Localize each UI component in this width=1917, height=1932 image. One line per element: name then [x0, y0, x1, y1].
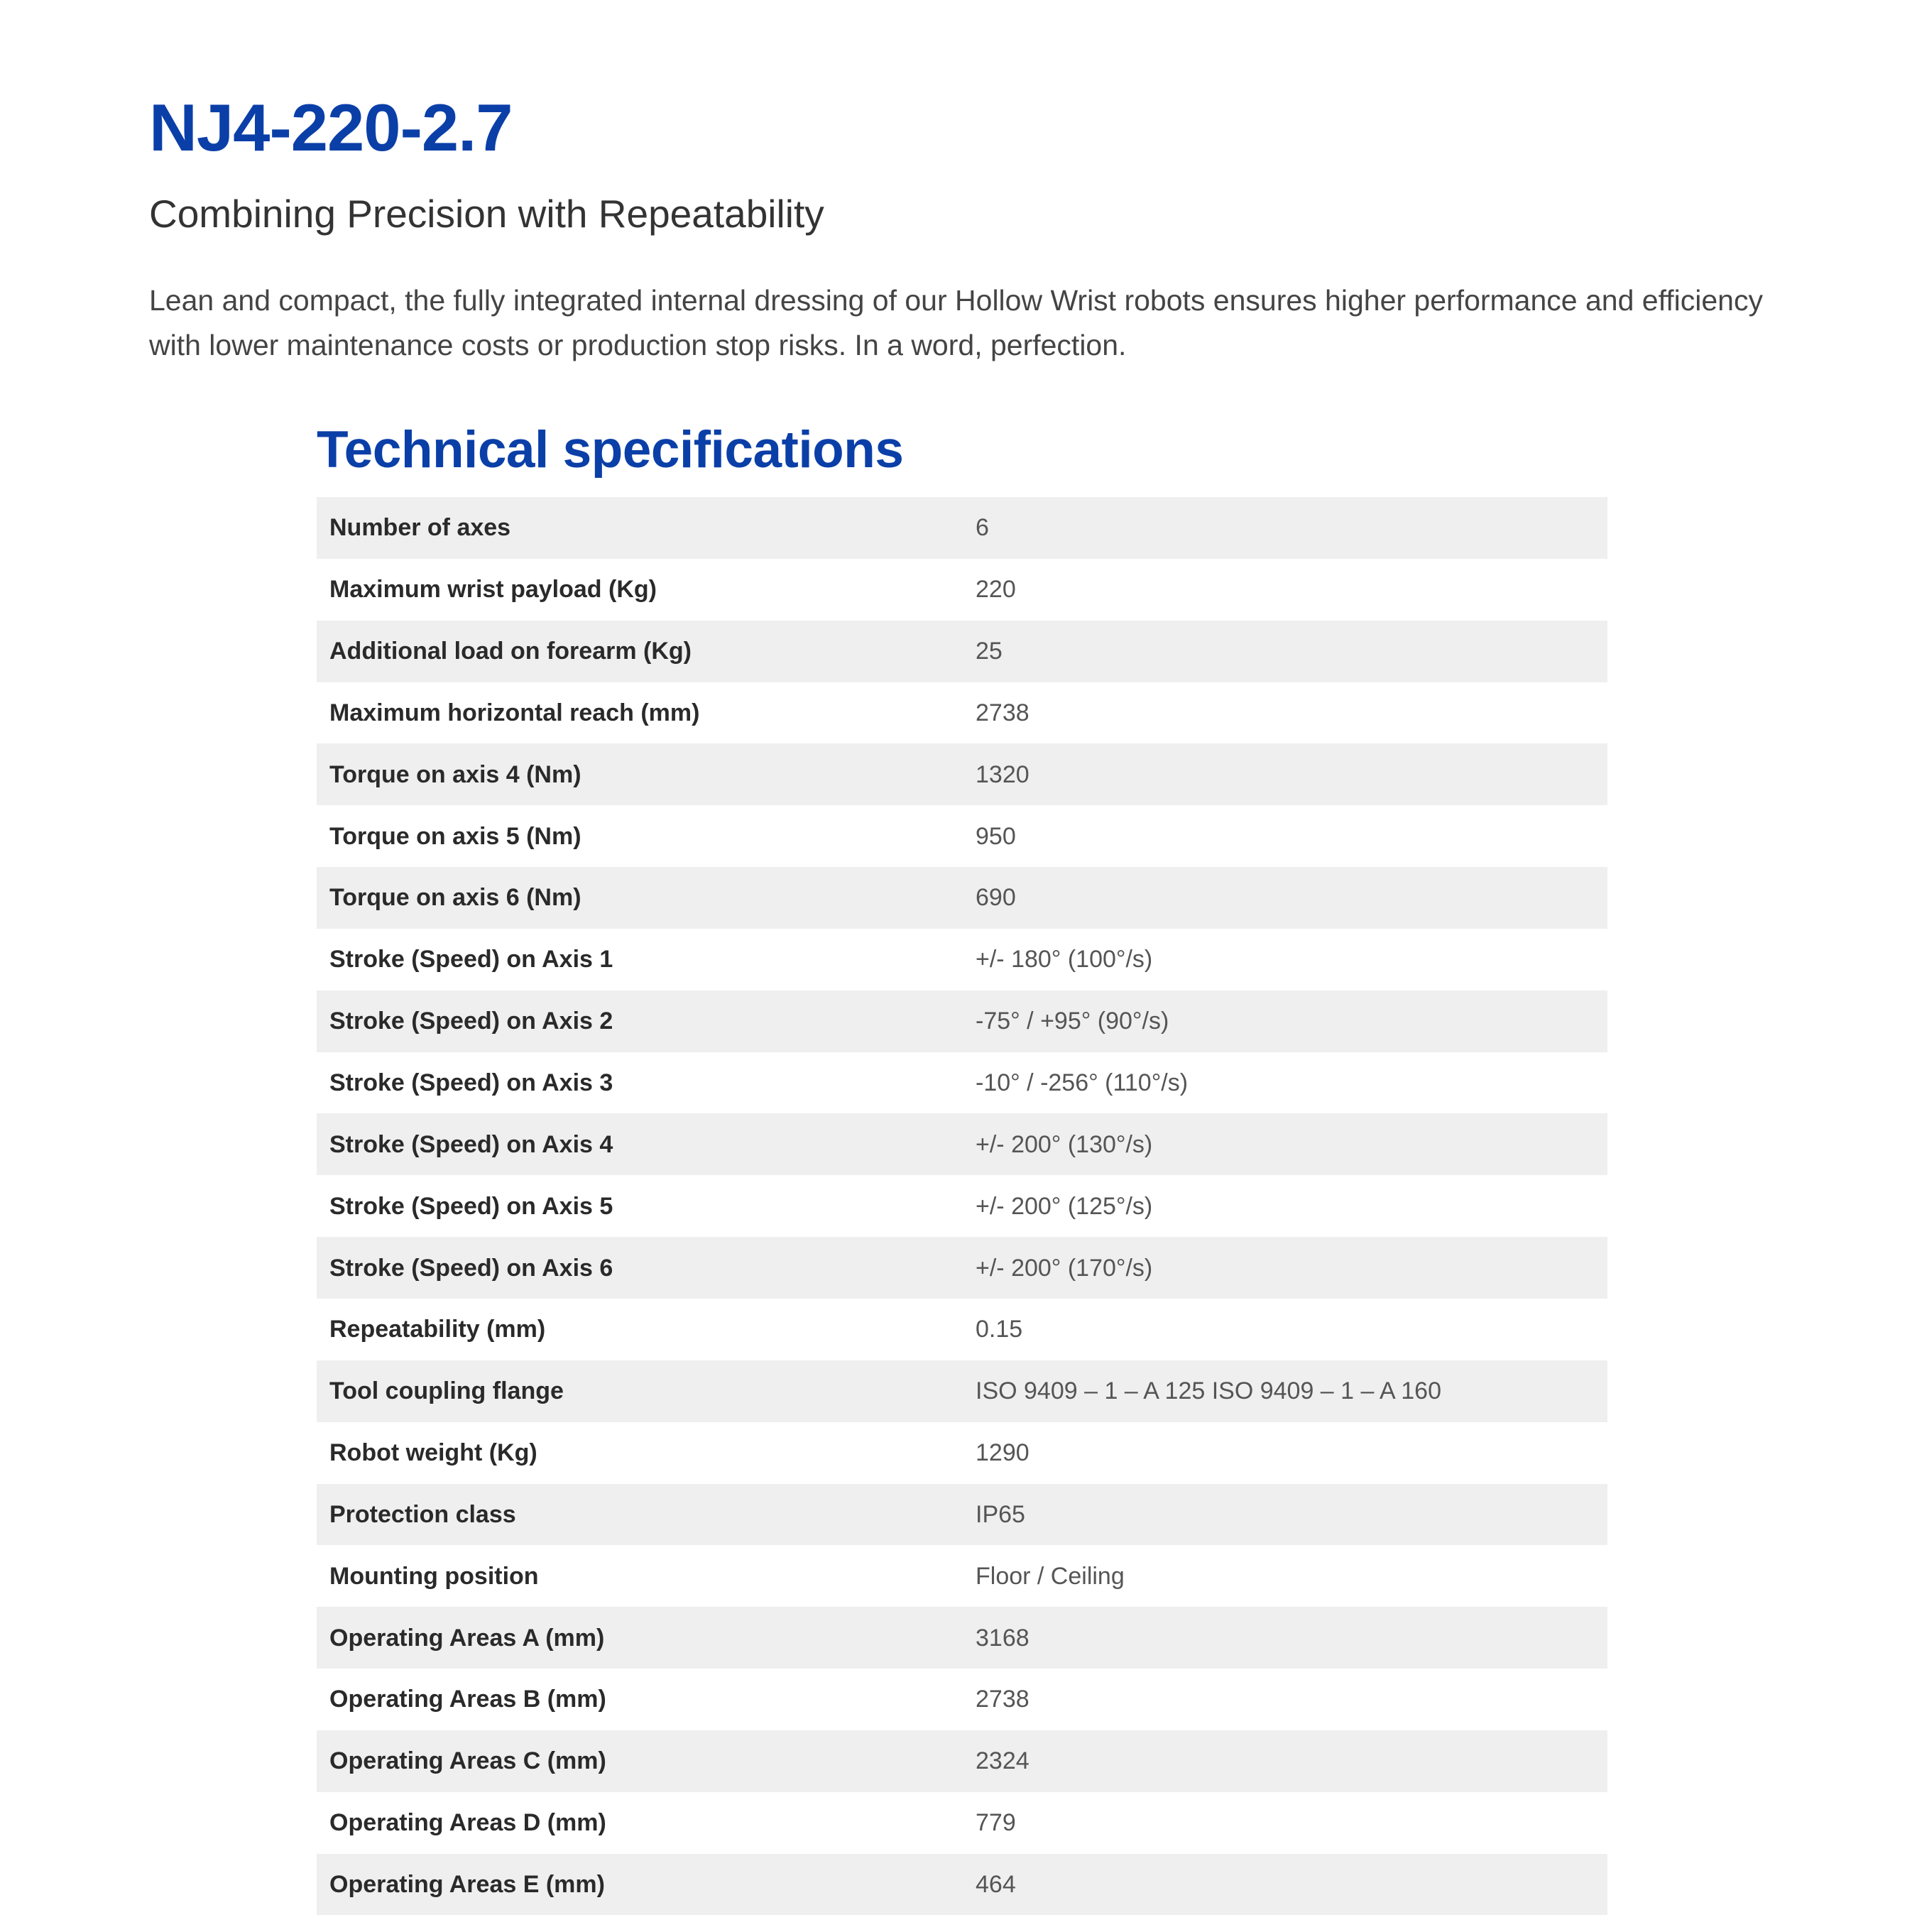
spec-value: 25	[976, 638, 1003, 665]
spec-label: Operating Areas E (mm)	[329, 1870, 605, 1898]
spec-row-protection-class	[317, 1484, 1607, 1546]
spec-label: Repeatability (mm)	[329, 1316, 546, 1343]
spec-value: 2738	[976, 1686, 1030, 1713]
spec-value: 2738	[976, 699, 1030, 726]
spec-label: Stroke (Speed) on Axis 3	[329, 1069, 613, 1097]
spec-label: Operating Areas C (mm)	[329, 1747, 606, 1775]
spec-label: Number of axes	[329, 514, 511, 542]
spec-label: Stroke (Speed) on Axis 6	[329, 1254, 613, 1282]
spec-row-additional-load-forearm	[317, 621, 1607, 682]
spec-row-stroke-axis-1	[317, 929, 1607, 990]
spec-row-stroke-axis-6	[317, 1237, 1607, 1299]
spec-row-max-horizontal-reach	[317, 682, 1607, 744]
spec-row-torque-axis-6	[317, 867, 1607, 929]
spec-label: Operating Areas D (mm)	[329, 1809, 606, 1837]
spec-row-number-of-axes	[317, 497, 1607, 559]
spec-row-operating-area-e	[317, 1854, 1607, 1916]
spec-row-mounting-position	[317, 1545, 1607, 1607]
spec-value: 2324	[976, 1747, 1030, 1775]
spec-value: 1320	[976, 760, 1030, 788]
spec-value: IP65	[976, 1500, 1025, 1528]
spec-value: 950	[976, 822, 1016, 850]
spec-row-max-wrist-payload	[317, 559, 1607, 621]
specs-table	[317, 497, 1607, 1915]
spec-value: 690	[976, 884, 1016, 912]
spec-value: +/- 200° (125°/s)	[976, 1192, 1153, 1220]
spec-row-torque-axis-4	[317, 743, 1607, 805]
spec-label: Maximum wrist payload (Kg)	[329, 576, 657, 604]
spec-label: Torque on axis 4 (Nm)	[329, 760, 581, 788]
spec-label: Stroke (Speed) on Axis 2	[329, 1008, 613, 1035]
spec-row-operating-area-c	[317, 1730, 1607, 1792]
spec-label: Stroke (Speed) on Axis 4	[329, 1130, 613, 1158]
spec-value: 220	[976, 576, 1016, 604]
spec-row-robot-weight	[317, 1422, 1607, 1484]
spec-label: Operating Areas B (mm)	[329, 1686, 606, 1713]
spec-value: -10° / -256° (110°/s)	[976, 1069, 1189, 1097]
spec-label: Additional load on forearm (Kg)	[329, 638, 692, 665]
product-subtitle: Combining Precision with Repeatability	[149, 192, 824, 236]
spec-label: Protection class	[329, 1500, 516, 1528]
spec-row-operating-area-b	[317, 1669, 1607, 1730]
spec-label: Tool coupling flange	[329, 1377, 564, 1405]
product-title: NJ4-220-2.7	[149, 90, 513, 165]
spec-row-tool-coupling-flange	[317, 1360, 1607, 1422]
spec-value: ISO 9409 – 1 – A 125 ISO 9409 – 1 – A 160	[976, 1377, 1441, 1405]
spec-label: Maximum horizontal reach (mm)	[329, 699, 700, 726]
spec-label: Operating Areas A (mm)	[329, 1624, 605, 1652]
spec-value: +/- 200° (170°/s)	[976, 1254, 1153, 1282]
spec-row-stroke-axis-2	[317, 990, 1607, 1052]
product-description: Lean and compact, the fully integrated internal dressing of our Hollow Wrist robots ensures higher performance and efficiency with lower maintenance costs or production stop risks. In a word, perfection.	[149, 284, 1763, 361]
specs-heading: Technical specifications	[317, 421, 904, 479]
spec-value: -75° / +95° (90°/s)	[976, 1008, 1169, 1035]
spec-label: Torque on axis 5 (Nm)	[329, 822, 581, 850]
spec-value: 1290	[976, 1439, 1030, 1467]
spec-value: 464	[976, 1870, 1016, 1898]
spec-row-stroke-axis-4	[317, 1113, 1607, 1175]
spec-value: 6	[976, 514, 989, 542]
spec-value: +/- 200° (130°/s)	[976, 1130, 1153, 1158]
spec-label: Robot weight (Kg)	[329, 1439, 537, 1467]
spec-label: Stroke (Speed) on Axis 5	[329, 1192, 613, 1220]
spec-row-stroke-axis-5	[317, 1175, 1607, 1237]
spec-row-operating-area-a	[317, 1607, 1607, 1669]
spec-value: 3168	[976, 1624, 1030, 1652]
spec-label: Stroke (Speed) on Axis 1	[329, 946, 613, 973]
spec-row-stroke-axis-3	[317, 1052, 1607, 1114]
spec-row-operating-area-d	[317, 1792, 1607, 1854]
spec-value: 779	[976, 1809, 1016, 1837]
spec-value: 0.15	[976, 1316, 1023, 1343]
spec-row-torque-axis-5	[317, 805, 1607, 867]
spec-label: Mounting position	[329, 1562, 539, 1590]
spec-row-repeatability	[317, 1299, 1607, 1360]
spec-value: +/- 180° (100°/s)	[976, 946, 1153, 973]
spec-value: Floor / Ceiling	[976, 1562, 1125, 1590]
spec-label: Torque on axis 6 (Nm)	[329, 884, 581, 912]
